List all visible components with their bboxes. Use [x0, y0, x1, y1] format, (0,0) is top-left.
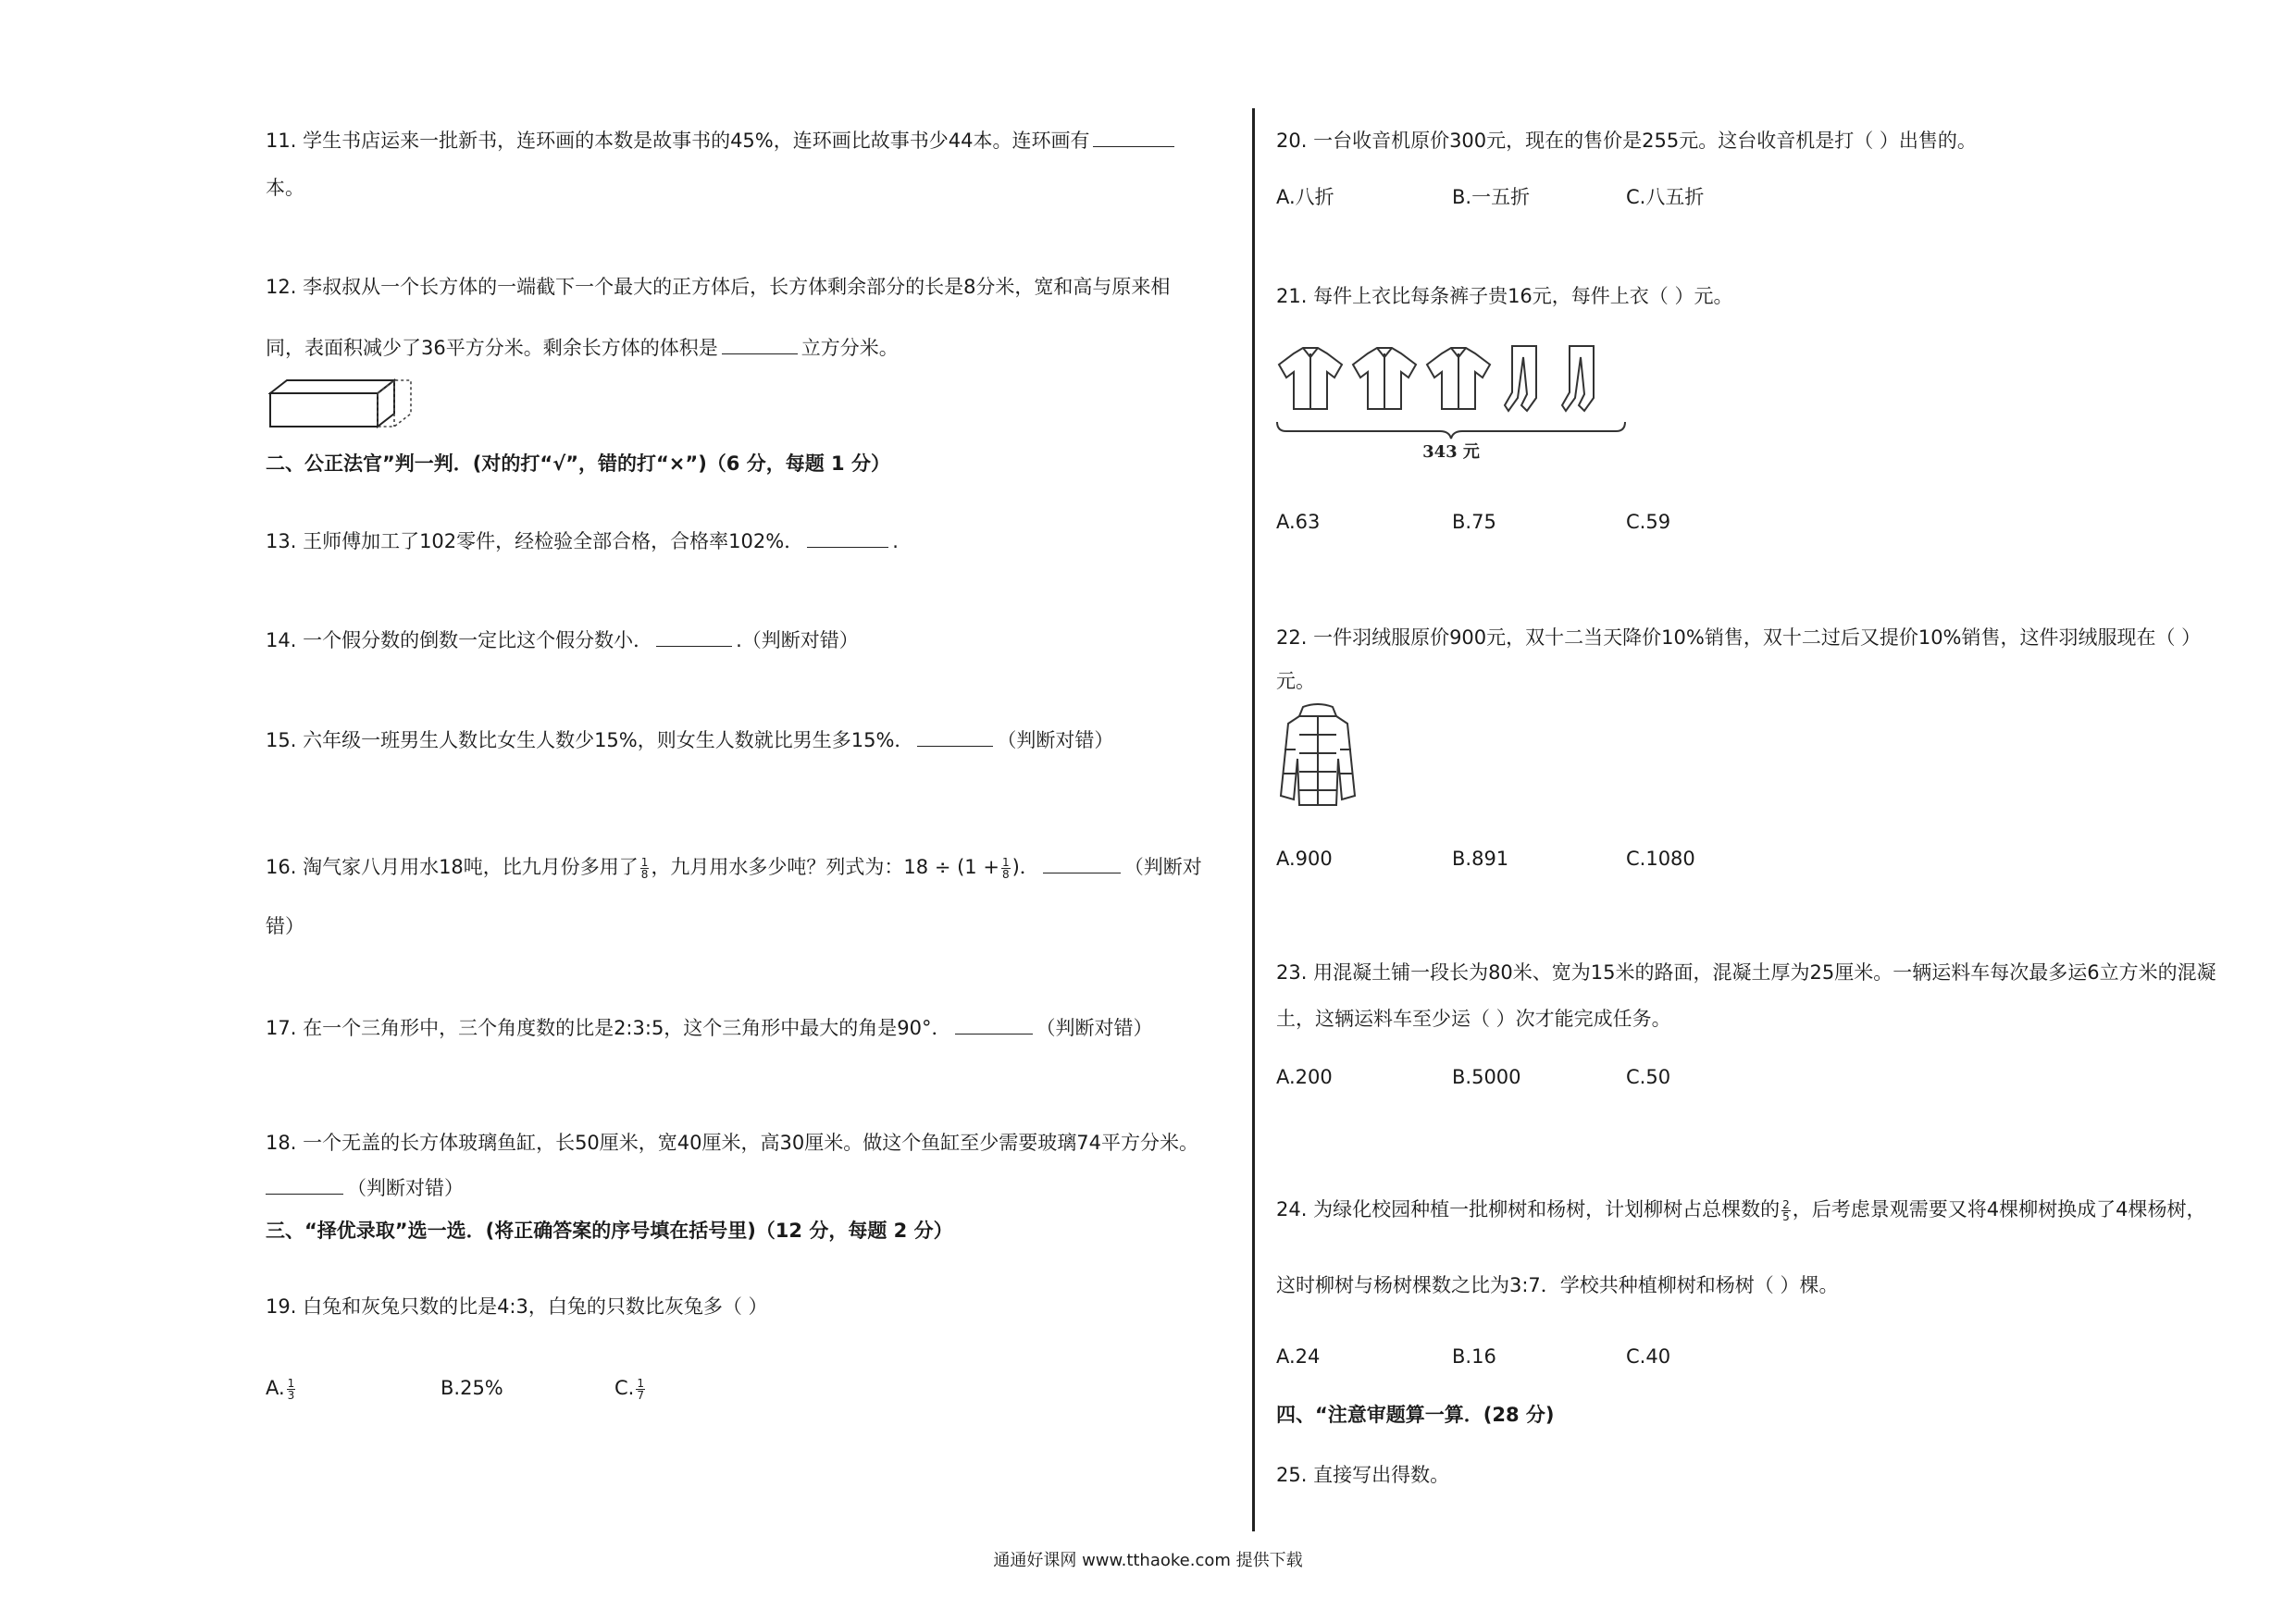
option-b[interactable]: B.一五折	[1452, 186, 1531, 208]
option-a[interactable]: A.200	[1276, 1066, 1333, 1088]
question-16: 16. 淘气家八月用水18吨，比九月份多用了 $\frac{1}{8}$ ，九月用水多少吨？列式为：18 ÷ (1 + $\frac{1}{8}$ )． （判断对	[266, 855, 1202, 881]
answer-blank[interactable]	[917, 746, 993, 747]
question-14: 14. 一个假分数的倒数一定比这个假分数小． .（判断对错）	[266, 629, 859, 651]
option-c[interactable]: C.1080	[1626, 848, 1695, 870]
option-b[interactable]: B.25%	[441, 1377, 503, 1399]
down-jacket-illustration	[1275, 703, 1360, 811]
question-19: 19. 白兔和灰兔只数的比是4:3，白兔的只数比灰兔多（ ）	[266, 1295, 768, 1318]
option-c[interactable]: C.40	[1626, 1345, 1671, 1368]
answer-blank[interactable]	[266, 1194, 343, 1195]
option-c[interactable]: C.八五折	[1626, 186, 1705, 208]
question-11	[266, 128, 1178, 154]
fraction: $\frac{1}{8}$	[1001, 855, 1010, 881]
question-22-line2: 元。	[1276, 670, 1315, 692]
question-17: 17. 在一个三角形中，三个角度数的比是2:3:5，这个三角形中最大的角是90°． （判断对错）	[266, 1017, 1153, 1039]
option-a[interactable]: A.900	[1276, 848, 1333, 870]
question-24-line2: 这时柳树与杨树棵数之比为3:7．学校共种植柳树和杨树（ ）棵。	[1276, 1274, 1839, 1296]
question-20: 20. 一台收音机原价300元，现在的售价是255元。这台收音机是打（ ）出售的。	[1276, 130, 1977, 152]
fraction: $\frac{1}{8}$	[640, 855, 649, 881]
question-23-line2: 土，这辆运料车至少运（ ）次才能完成任务。	[1276, 1008, 1671, 1030]
question-15: 15. 六年级一班男生人数比女生人数少15%，则女生人数就比男生多15%． （判断对错）	[266, 729, 1114, 751]
answer-blank[interactable]	[1093, 146, 1174, 147]
right-column	[1259, 0, 2296, 1623]
fraction: $\frac{2}{5}$	[1782, 1197, 1790, 1223]
question-11-line2: 本。	[266, 177, 304, 199]
question-22: 22. 一件羽绒服原价900元，双十二当天降价10%销售，双十二过后又提价10%销售，这件羽绒服现在（ ）	[1276, 626, 2202, 649]
option-a[interactable]: A. $\frac{1}{3}$	[266, 1376, 295, 1402]
column-divider	[1252, 108, 1255, 1531]
section-4-heading: 四、“注意审题算一算．(28 分)	[1276, 1404, 1555, 1426]
option-c[interactable]: C. $\frac{1}{7}$	[614, 1376, 644, 1402]
section-2-heading: 二、公正法官”判一判．(对的打“√”，错的打“×”)（6 分，每题 1 分）	[266, 452, 890, 475]
question-12: 12. 李叔叔从一个长方体的一端截下一个最大的正方体后，长方体剩余部分的长是8分米，宽和高与原来相	[266, 276, 1171, 298]
question-21: 21. 每件上衣比每条裤子贵16元，每件上衣（ ）元。	[1276, 285, 1733, 307]
answer-blank[interactable]	[656, 646, 732, 647]
question-12-line2: 同，表面积减少了36平方分米。剩余长方体的体积是 立方分米。	[266, 337, 899, 359]
question-23: 23. 用混凝土铺一段长为80米、宽为15米的路面，混凝土厚为25厘米。一辆运料车每次最多运6立方米的混凝	[1276, 961, 2216, 984]
fraction: $\frac{1}{7}$	[637, 1376, 644, 1402]
option-c[interactable]: C.50	[1626, 1066, 1671, 1088]
option-a[interactable]: A.24	[1276, 1345, 1321, 1368]
option-b[interactable]: B.891	[1452, 848, 1509, 870]
shirts-pants-illustration	[1275, 342, 1627, 463]
option-b[interactable]: B.5000	[1452, 1066, 1521, 1088]
question-25: 25. 直接写出得数。	[1276, 1464, 1450, 1486]
cuboid-figure	[268, 377, 416, 428]
question-13: 13. 王师傅加工了102零件，经检验全部合格，合格率102%． .	[266, 530, 899, 552]
question-18-line2: （判断对错）	[266, 1175, 464, 1201]
section-3-heading: 三、“择优录取”选一选．(将正确答案的序号填在括号里)（12 分，每题 2 分）	[266, 1220, 953, 1242]
option-b[interactable]: B.16	[1452, 1345, 1496, 1368]
question-16-line2: 错）	[266, 915, 304, 937]
page-footer: 通通好课网 www.tthaoke.com 提供下载	[993, 1551, 1303, 1570]
question-11-text: 11. 学生书店运来一批新书，连环画的本数是故事书的45%，连环画比故事书少44本。连环画有	[266, 130, 1090, 152]
brace-label: 343 元	[1422, 442, 1480, 462]
option-b[interactable]: B.75	[1452, 511, 1496, 533]
answer-blank[interactable]	[722, 353, 798, 354]
option-a[interactable]: A.八折	[1276, 186, 1334, 208]
question-24: 24. 为绿化校园种植一批柳树和杨树，计划柳树占总棵数的 $\frac{2}{5}$ ，后考虑景观需要又将4棵柳树换成了4棵杨树，	[1276, 1197, 2206, 1223]
option-c[interactable]: C.59	[1626, 511, 1671, 533]
question-18: 18. 一个无盖的长方体玻璃鱼缸，长50厘米，宽40厘米，高30厘米。做这个鱼缸至少需要玻璃74平方分米。	[266, 1132, 1198, 1154]
fraction: $\frac{1}{3}$	[287, 1376, 295, 1402]
answer-blank[interactable]	[807, 547, 888, 548]
answer-blank[interactable]	[955, 1034, 1033, 1035]
option-a[interactable]: A.63	[1276, 511, 1321, 533]
